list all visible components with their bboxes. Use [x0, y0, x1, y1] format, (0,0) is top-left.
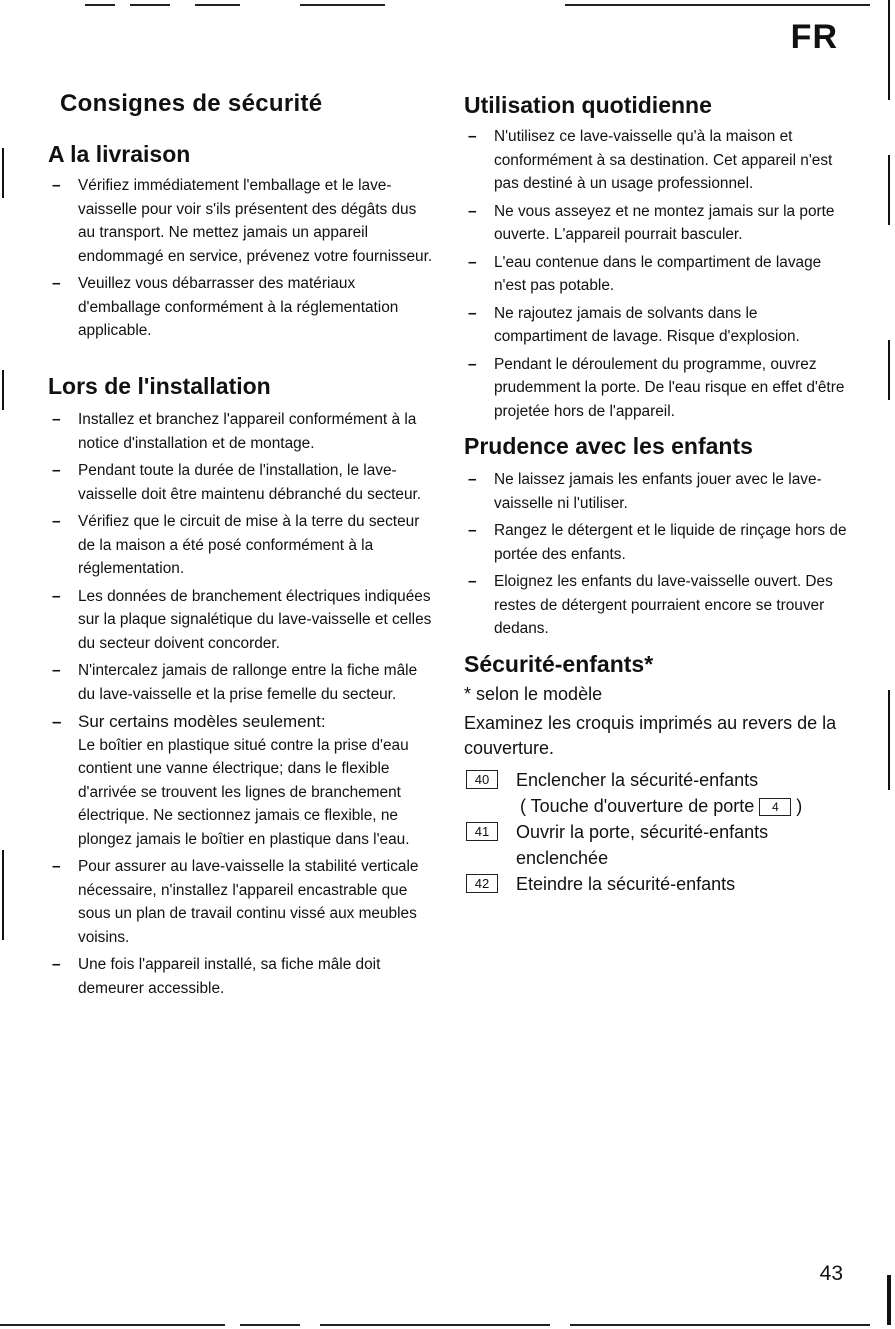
- scan-edge: [888, 340, 890, 400]
- list-item: – Vérifiez immédiatement l'emballage et le lave-vaisselle pour voir s'ils présentent des dégâts dus au transport. Ne mettez jamais un appareil endommagé en service, prévenez votre fournisseur.: [48, 174, 433, 268]
- list-item: – Ne laissez jamais les enfants jouer avec le lave-vaisselle ni l'utiliser.: [464, 468, 849, 515]
- list-item: – Ne rajoutez jamais de solvants dans le compartiment de lavage. Risque d'explosion.: [464, 302, 849, 349]
- list-item: – Pendant le déroulement du programme, ouvrez prudemment la porte. De l'eau risque en effet d'être projetée hors de l'appareil.: [464, 353, 849, 424]
- scan-rule: [195, 4, 240, 6]
- list-item: – Vérifiez que le circuit de mise à la terre du secteur de la maison a été posé conformément à la réglementation.: [48, 510, 433, 581]
- scan-rule: [570, 1324, 870, 1326]
- dash-icon: –: [52, 275, 61, 292]
- special-lead: Sur certains modèles seulement:: [78, 712, 326, 731]
- list-item: – Ne vous asseyez et ne montez jamais sur la porte ouverte. L'appareil pourrait basculer.: [464, 200, 849, 247]
- dash-icon: –: [52, 858, 61, 875]
- dash-icon: –: [468, 128, 477, 145]
- page-title: Consignes de sécurité: [60, 90, 323, 117]
- section-heading: Sécurité-enfants*: [464, 651, 654, 677]
- figure-ref-box: 42: [466, 874, 498, 893]
- scan-rule: [565, 4, 870, 6]
- step-item: [464, 767, 849, 819]
- scan-rule: [0, 1324, 225, 1326]
- dash-icon: –: [52, 662, 61, 679]
- step-text: Enclencher la sécurité-enfants: [516, 770, 759, 790]
- scan-rule: [85, 4, 115, 6]
- scan-rule: [130, 4, 170, 6]
- special-text: Le boîtier en plastique situé contre la prise d'eau contient une vanne électrique; dans le flexible d'arrivée se trouvent les lignes de branchement électrique. Ne sectionnez jamais ce flexible, ne plongez jamais le boîtier en plastique dans l'eau.: [78, 736, 410, 848]
- dash-icon: –: [468, 355, 477, 373]
- dash-icon: –: [468, 304, 477, 322]
- scan-edge: [2, 370, 4, 410]
- section-heading: A la livraison: [48, 141, 191, 167]
- dash-icon: –: [468, 522, 477, 539]
- figure-ref-box: 40: [466, 770, 498, 789]
- section-heading: Lors de l'installation: [48, 373, 271, 399]
- list-item: – Rangez le détergent et le liquide de rinçage hors de portée des enfants.: [464, 519, 849, 566]
- step-sub-suffix: ): [796, 796, 803, 816]
- language-tag: FR: [790, 18, 838, 56]
- list-item: – Eloignez les enfants du lave-vaisselle ouvert. Des restes de détergent pourraient encore se trouver dedans.: [464, 570, 849, 641]
- step-sub-prefix: ( Touche d'ouverture de porte: [520, 796, 755, 816]
- list-item: – Pour assurer au lave-vaisselle la stabilité verticale nécessaire, n'installez l'appareil encastrable que sous un plan de travail continu vissé aux meubles voisins.: [48, 855, 433, 949]
- list-item: – N'utilisez ce lave-vaisselle qu'à la maison et conformément à sa destination. Cet appareil n'est pas destiné à un usage professionnel.: [464, 125, 849, 196]
- section-delivery: [48, 140, 433, 347]
- list-item: – Une fois l'appareil installé, sa fiche mâle doit demeurer accessible.: [48, 953, 433, 1000]
- list-item: – Installez et branchez l'appareil conformément à la notice d'installation et de montage.: [48, 408, 433, 455]
- dash-icon: –: [468, 573, 477, 590]
- bullet-list: [48, 408, 433, 1000]
- dash-icon: –: [52, 712, 62, 731]
- list-item: – Les données de branchement électriques indiquées sur la plaque signalétique du lave-vaisselle et celles du secteur doivent concorder.: [48, 585, 433, 656]
- dash-icon: –: [52, 177, 61, 194]
- dash-icon: –: [52, 587, 61, 605]
- bullet-list: [464, 468, 849, 641]
- list-item: – Pendant toute la durée de l'installation, le lave-vaisselle doit être maintenu débranché du secteur.: [48, 459, 433, 506]
- section-heading: Prudence avec les enfants: [464, 433, 753, 459]
- section-heading: Utilisation quotidienne: [464, 92, 712, 118]
- figure-ref-box: 41: [466, 822, 498, 841]
- section-child-lock: [464, 650, 849, 897]
- dash-icon: –: [468, 253, 477, 271]
- model-note: * selon le modèle: [464, 684, 603, 704]
- scan-edge: [2, 148, 4, 198]
- scan-edge: [887, 1275, 891, 1325]
- section-daily-use: [464, 91, 849, 427]
- scan-rule: [300, 4, 385, 6]
- step-item: [464, 819, 849, 871]
- scan-edge: [2, 850, 4, 940]
- scan-rule: [240, 1324, 300, 1326]
- bullet-list: [48, 174, 433, 343]
- list-item: – Veuillez vous débarrasser des matériaux d'emballage conformément à la réglementation applicable.: [48, 272, 433, 343]
- step-text: Ouvrir la porte, sécurité-enfants enclenchée: [516, 822, 769, 868]
- intro-text: Examinez les croquis imprimés au revers de la couverture.: [464, 713, 837, 758]
- scan-edge: [888, 155, 890, 225]
- list-item: – L'eau contenue dans le compartiment de lavage n'est pas potable.: [464, 251, 849, 298]
- scan-edge: [888, 690, 890, 790]
- dash-icon: –: [52, 956, 61, 973]
- step-item: [464, 871, 849, 897]
- steps-list: [464, 767, 849, 897]
- dash-icon: –: [52, 411, 61, 428]
- dash-icon: –: [468, 471, 477, 488]
- list-item: – N'intercalez jamais de rallonge entre la fiche mâle du lave-vaisselle et la prise femelle du secteur.: [48, 659, 433, 706]
- dash-icon: –: [468, 202, 477, 220]
- dash-icon: –: [52, 462, 61, 479]
- page-number: 43: [819, 1262, 843, 1285]
- section-installation: [48, 372, 433, 1004]
- list-item: [48, 710, 433, 851]
- scan-edge: [888, 0, 890, 100]
- figure-ref-box: 4: [759, 798, 791, 816]
- section-children: [464, 432, 849, 645]
- scan-rule: [320, 1324, 550, 1326]
- dash-icon: –: [52, 513, 61, 530]
- step-text: Eteindre la sécurité-enfants: [516, 874, 736, 894]
- bullet-list: [464, 125, 849, 423]
